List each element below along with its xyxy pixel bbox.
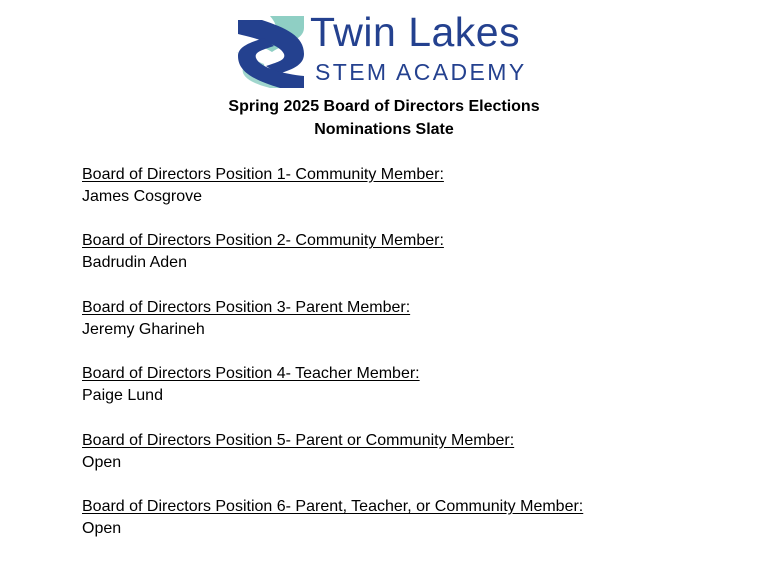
logo-school-name: Twin Lakes bbox=[310, 9, 521, 55]
position-5 bbox=[82, 430, 742, 496]
position-nominee: Paige Lund bbox=[82, 387, 163, 405]
position-nominee: Badrudin Aden bbox=[82, 254, 187, 272]
position-title: Board of Directors Position 5- Parent or Community Member: bbox=[82, 431, 515, 449]
nominations-slate bbox=[82, 164, 742, 562]
position-nominee: Open bbox=[82, 519, 122, 537]
position-3 bbox=[82, 297, 742, 363]
position-1 bbox=[82, 164, 742, 230]
logo-school-subtitle: STEM ACADEMY bbox=[315, 59, 527, 85]
position-nominee: Jeremy Gharineh bbox=[82, 320, 205, 338]
position-6 bbox=[82, 496, 742, 562]
position-title: Board of Directors Position 3- Parent Member: bbox=[82, 298, 411, 316]
position-nominee: Open bbox=[82, 453, 122, 471]
position-title: Board of Directors Position 2- Community Member: bbox=[82, 232, 444, 250]
position-title: Board of Directors Position 6- Parent, Teacher, or Community Member: bbox=[82, 497, 584, 515]
document-title: Spring 2025 Board of Directors Elections bbox=[228, 98, 540, 115]
position-2 bbox=[82, 230, 742, 296]
position-4 bbox=[82, 363, 742, 429]
position-title: Board of Directors Position 4- Teacher Member: bbox=[82, 365, 420, 383]
position-title: Board of Directors Position 1- Community Member: bbox=[82, 166, 444, 183]
document-subtitle: Nominations Slate bbox=[314, 121, 454, 138]
school-logo bbox=[234, 9, 534, 90]
position-nominee: James Cosgrove bbox=[82, 188, 203, 205]
helix-logo-icon bbox=[234, 14, 306, 90]
